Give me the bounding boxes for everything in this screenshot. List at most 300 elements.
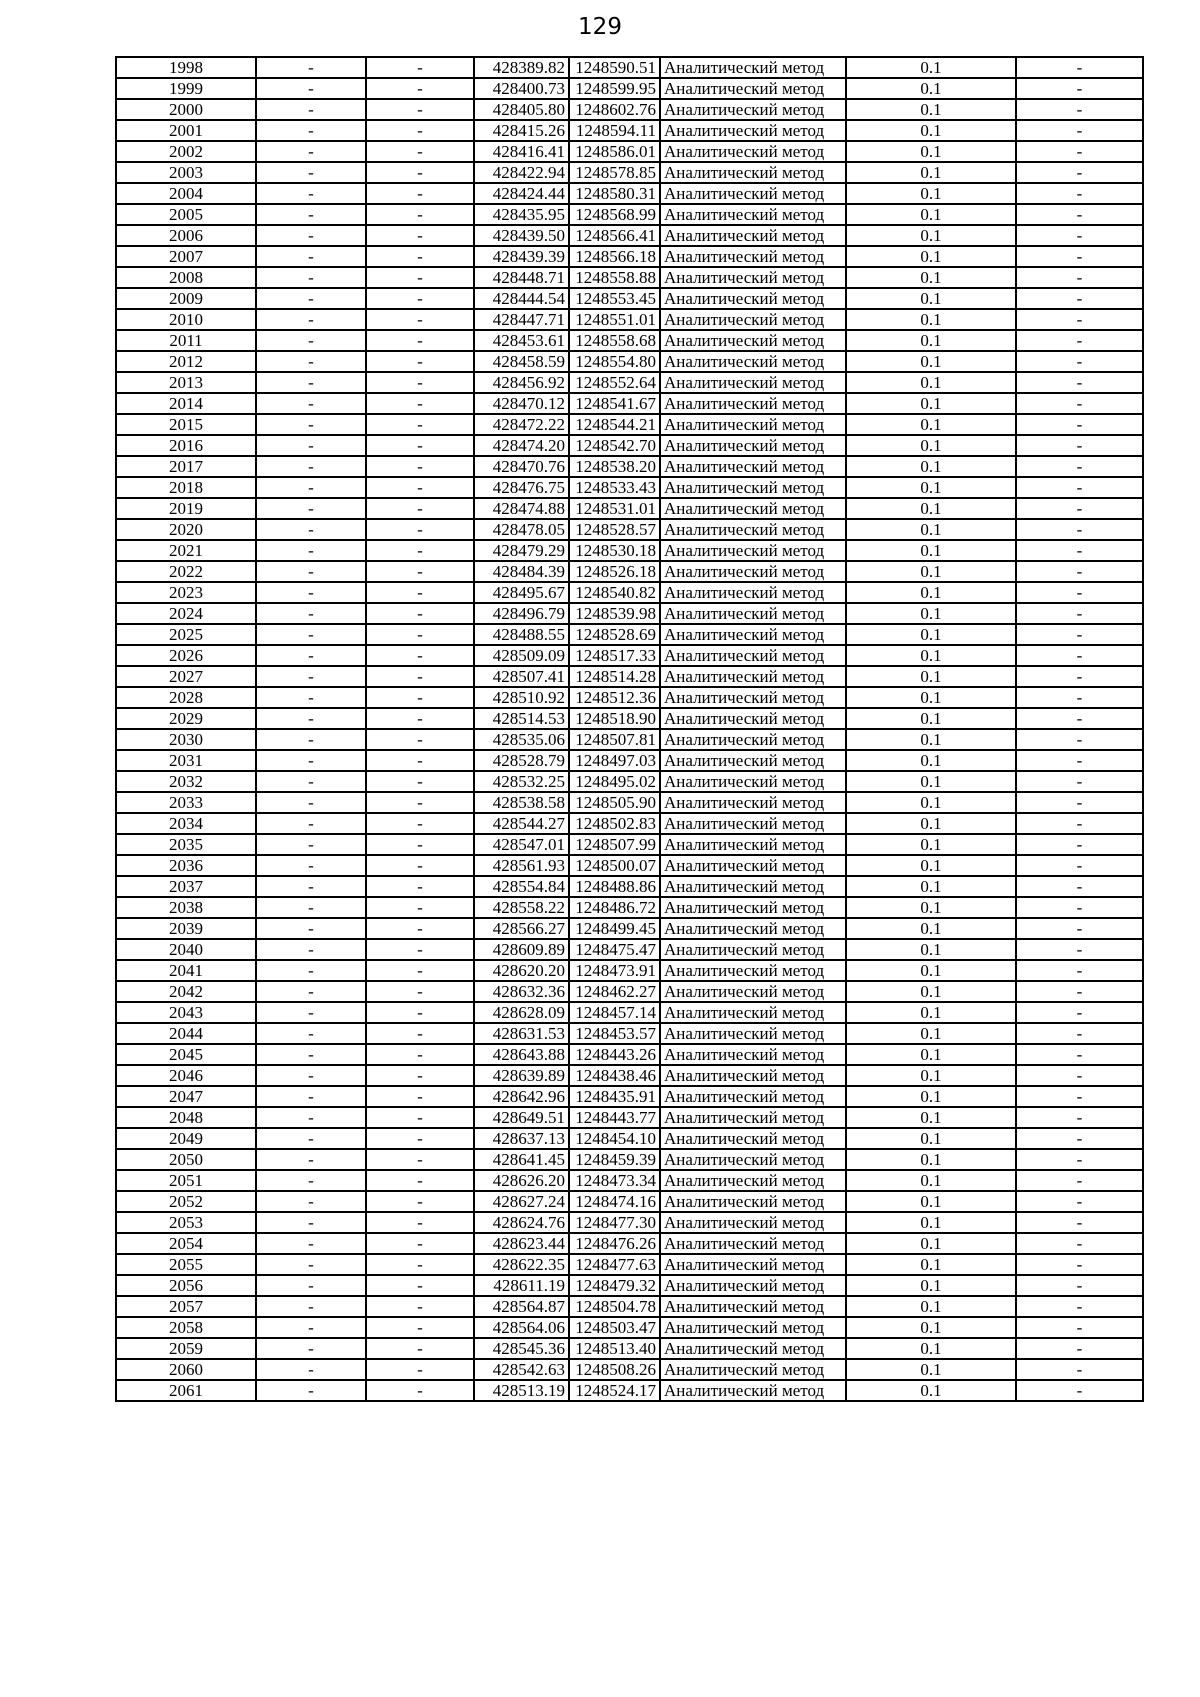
accuracy-cell: 0.1 — [846, 1380, 1016, 1401]
old-x-cell: - — [256, 1317, 366, 1338]
point-number-cell: 2019 — [116, 498, 256, 519]
method-cell: Аналитический метод — [660, 687, 846, 708]
old-x-cell: - — [256, 414, 366, 435]
y-coordinate-cell: 1248486.72 — [569, 897, 660, 918]
accuracy-cell: 0.1 — [846, 897, 1016, 918]
old-x-cell: - — [256, 1233, 366, 1254]
point-number-cell: 2028 — [116, 687, 256, 708]
table-row — [116, 771, 1143, 792]
method-cell: Аналитический метод — [660, 372, 846, 393]
x-coordinate-cell: 428641.45 — [474, 1149, 569, 1170]
old-y-cell: - — [366, 225, 474, 246]
old-x-cell: - — [256, 141, 366, 162]
y-coordinate-cell: 1248477.63 — [569, 1254, 660, 1275]
table-row — [116, 456, 1143, 477]
description-cell: - — [1016, 1296, 1143, 1317]
point-number-cell: 2058 — [116, 1317, 256, 1338]
old-y-cell: - — [366, 1002, 474, 1023]
old-y-cell: - — [366, 372, 474, 393]
old-x-cell: - — [256, 393, 366, 414]
method-cell: Аналитический метод — [660, 708, 846, 729]
y-coordinate-cell: 1248544.21 — [569, 414, 660, 435]
table-row — [116, 1233, 1143, 1254]
y-coordinate-cell: 1248594.11 — [569, 120, 660, 141]
point-number-cell: 2038 — [116, 897, 256, 918]
old-x-cell: - — [256, 876, 366, 897]
method-cell: Аналитический метод — [660, 1296, 846, 1317]
old-x-cell: - — [256, 204, 366, 225]
y-coordinate-cell: 1248528.69 — [569, 624, 660, 645]
y-coordinate-cell: 1248526.18 — [569, 561, 660, 582]
old-y-cell: - — [366, 897, 474, 918]
table-row — [116, 330, 1143, 351]
old-x-cell: - — [256, 1149, 366, 1170]
method-cell: Аналитический метод — [660, 666, 846, 687]
point-number-cell: 2018 — [116, 477, 256, 498]
description-cell: - — [1016, 960, 1143, 981]
y-coordinate-cell: 1248503.47 — [569, 1317, 660, 1338]
method-cell: Аналитический метод — [660, 582, 846, 603]
x-coordinate-cell: 428620.20 — [474, 960, 569, 981]
method-cell: Аналитический метод — [660, 1359, 846, 1380]
table-row — [116, 981, 1143, 1002]
description-cell: - — [1016, 1254, 1143, 1275]
accuracy-cell: 0.1 — [846, 1317, 1016, 1338]
table-row — [116, 645, 1143, 666]
point-number-cell: 1998 — [116, 57, 256, 78]
old-y-cell: - — [366, 645, 474, 666]
point-number-cell: 2020 — [116, 519, 256, 540]
description-cell: - — [1016, 1128, 1143, 1149]
table-row — [116, 1191, 1143, 1212]
y-coordinate-cell: 1248504.78 — [569, 1296, 660, 1317]
y-coordinate-cell: 1248443.77 — [569, 1107, 660, 1128]
point-number-cell: 2007 — [116, 246, 256, 267]
method-cell: Аналитический метод — [660, 939, 846, 960]
table-row — [116, 393, 1143, 414]
accuracy-cell: 0.1 — [846, 1212, 1016, 1233]
old-y-cell: - — [366, 1359, 474, 1380]
old-x-cell: - — [256, 1191, 366, 1212]
accuracy-cell: 0.1 — [846, 57, 1016, 78]
x-coordinate-cell: 428448.71 — [474, 267, 569, 288]
accuracy-cell: 0.1 — [846, 267, 1016, 288]
method-cell: Аналитический метод — [660, 1191, 846, 1212]
old-y-cell: - — [366, 1275, 474, 1296]
old-x-cell: - — [256, 1212, 366, 1233]
y-coordinate-cell: 1248454.10 — [569, 1128, 660, 1149]
y-coordinate-cell: 1248566.18 — [569, 246, 660, 267]
y-coordinate-cell: 1248453.57 — [569, 1023, 660, 1044]
point-number-cell: 2054 — [116, 1233, 256, 1254]
table-row — [116, 1128, 1143, 1149]
y-coordinate-cell: 1248475.47 — [569, 939, 660, 960]
description-cell: - — [1016, 99, 1143, 120]
point-number-cell: 2041 — [116, 960, 256, 981]
old-y-cell: - — [366, 120, 474, 141]
point-number-cell: 2004 — [116, 183, 256, 204]
x-coordinate-cell: 428439.50 — [474, 225, 569, 246]
x-coordinate-cell: 428453.61 — [474, 330, 569, 351]
old-x-cell: - — [256, 1128, 366, 1149]
old-y-cell: - — [366, 183, 474, 204]
old-x-cell: - — [256, 267, 366, 288]
point-number-cell: 2008 — [116, 267, 256, 288]
y-coordinate-cell: 1248528.57 — [569, 519, 660, 540]
old-x-cell: - — [256, 1254, 366, 1275]
x-coordinate-cell: 428514.53 — [474, 708, 569, 729]
x-coordinate-cell: 428627.24 — [474, 1191, 569, 1212]
method-cell: Аналитический метод — [660, 99, 846, 120]
y-coordinate-cell: 1248533.43 — [569, 477, 660, 498]
x-coordinate-cell: 428532.25 — [474, 771, 569, 792]
point-number-cell: 2048 — [116, 1107, 256, 1128]
description-cell: - — [1016, 750, 1143, 771]
table-row — [116, 57, 1143, 78]
old-x-cell: - — [256, 603, 366, 624]
description-cell: - — [1016, 1317, 1143, 1338]
method-cell: Аналитический метод — [660, 1212, 846, 1233]
accuracy-cell: 0.1 — [846, 78, 1016, 99]
description-cell: - — [1016, 477, 1143, 498]
table-row — [116, 267, 1143, 288]
point-number-cell: 2030 — [116, 729, 256, 750]
table-row — [116, 729, 1143, 750]
description-cell: - — [1016, 1170, 1143, 1191]
description-cell: - — [1016, 666, 1143, 687]
description-cell: - — [1016, 330, 1143, 351]
point-number-cell: 2035 — [116, 834, 256, 855]
x-coordinate-cell: 428542.63 — [474, 1359, 569, 1380]
old-y-cell: - — [366, 918, 474, 939]
description-cell: - — [1016, 603, 1143, 624]
old-x-cell: - — [256, 477, 366, 498]
old-x-cell: - — [256, 1380, 366, 1401]
point-number-cell: 2001 — [116, 120, 256, 141]
y-coordinate-cell: 1248473.34 — [569, 1170, 660, 1191]
accuracy-cell: 0.1 — [846, 603, 1016, 624]
x-coordinate-cell: 428566.27 — [474, 918, 569, 939]
description-cell: - — [1016, 435, 1143, 456]
y-coordinate-cell: 1248599.95 — [569, 78, 660, 99]
point-number-cell: 2005 — [116, 204, 256, 225]
table-row — [116, 561, 1143, 582]
description-cell: - — [1016, 204, 1143, 225]
point-number-cell: 2023 — [116, 582, 256, 603]
table-row — [116, 414, 1143, 435]
old-y-cell: - — [366, 309, 474, 330]
point-number-cell: 2053 — [116, 1212, 256, 1233]
point-number-cell: 2011 — [116, 330, 256, 351]
x-coordinate-cell: 428495.67 — [474, 582, 569, 603]
old-x-cell: - — [256, 981, 366, 1002]
method-cell: Аналитический метод — [660, 792, 846, 813]
accuracy-cell: 0.1 — [846, 1254, 1016, 1275]
x-coordinate-cell: 428545.36 — [474, 1338, 569, 1359]
old-x-cell: - — [256, 309, 366, 330]
point-number-cell: 2012 — [116, 351, 256, 372]
description-cell: - — [1016, 1338, 1143, 1359]
y-coordinate-cell: 1248539.98 — [569, 603, 660, 624]
method-cell: Аналитический метод — [660, 729, 846, 750]
table-row — [116, 120, 1143, 141]
old-y-cell: - — [366, 792, 474, 813]
x-coordinate-cell: 428456.92 — [474, 372, 569, 393]
accuracy-cell: 0.1 — [846, 918, 1016, 939]
x-coordinate-cell: 428626.20 — [474, 1170, 569, 1191]
description-cell: - — [1016, 771, 1143, 792]
old-x-cell: - — [256, 78, 366, 99]
point-number-cell: 2052 — [116, 1191, 256, 1212]
point-number-cell: 2059 — [116, 1338, 256, 1359]
x-coordinate-cell: 428507.41 — [474, 666, 569, 687]
x-coordinate-cell: 428510.92 — [474, 687, 569, 708]
old-y-cell: - — [366, 351, 474, 372]
table-row — [116, 750, 1143, 771]
old-y-cell: - — [366, 99, 474, 120]
method-cell: Аналитический метод — [660, 981, 846, 1002]
old-x-cell: - — [256, 855, 366, 876]
description-cell: - — [1016, 981, 1143, 1002]
accuracy-cell: 0.1 — [846, 1359, 1016, 1380]
old-y-cell: - — [366, 57, 474, 78]
y-coordinate-cell: 1248553.45 — [569, 288, 660, 309]
point-number-cell: 2016 — [116, 435, 256, 456]
description-cell: - — [1016, 792, 1143, 813]
y-coordinate-cell: 1248590.51 — [569, 57, 660, 78]
x-coordinate-cell: 428488.55 — [474, 624, 569, 645]
y-coordinate-cell: 1248508.26 — [569, 1359, 660, 1380]
y-coordinate-cell: 1248507.99 — [569, 834, 660, 855]
method-cell: Аналитический метод — [660, 603, 846, 624]
old-x-cell: - — [256, 834, 366, 855]
point-number-cell: 2003 — [116, 162, 256, 183]
y-coordinate-cell: 1248524.17 — [569, 1380, 660, 1401]
point-number-cell: 2026 — [116, 645, 256, 666]
description-cell: - — [1016, 1191, 1143, 1212]
method-cell: Аналитический метод — [660, 813, 846, 834]
point-number-cell: 2013 — [116, 372, 256, 393]
y-coordinate-cell: 1248507.81 — [569, 729, 660, 750]
point-number-cell: 2055 — [116, 1254, 256, 1275]
y-coordinate-cell: 1248514.28 — [569, 666, 660, 687]
accuracy-cell: 0.1 — [846, 288, 1016, 309]
point-number-cell: 2009 — [116, 288, 256, 309]
x-coordinate-cell: 428484.39 — [474, 561, 569, 582]
point-number-cell: 2036 — [116, 855, 256, 876]
x-coordinate-cell: 428470.12 — [474, 393, 569, 414]
table-row — [116, 540, 1143, 561]
old-x-cell: - — [256, 519, 366, 540]
y-coordinate-cell: 1248541.67 — [569, 393, 660, 414]
y-coordinate-cell: 1248517.33 — [569, 645, 660, 666]
method-cell: Аналитический метод — [660, 834, 846, 855]
accuracy-cell: 0.1 — [846, 1275, 1016, 1296]
x-coordinate-cell: 428643.88 — [474, 1044, 569, 1065]
old-x-cell: - — [256, 960, 366, 981]
description-cell: - — [1016, 309, 1143, 330]
description-cell: - — [1016, 1359, 1143, 1380]
method-cell: Аналитический метод — [660, 393, 846, 414]
table-row — [116, 1296, 1143, 1317]
description-cell: - — [1016, 183, 1143, 204]
old-x-cell: - — [256, 918, 366, 939]
old-x-cell: - — [256, 1023, 366, 1044]
point-number-cell: 2025 — [116, 624, 256, 645]
y-coordinate-cell: 1248518.90 — [569, 708, 660, 729]
x-coordinate-cell: 428628.09 — [474, 1002, 569, 1023]
y-coordinate-cell: 1248459.39 — [569, 1149, 660, 1170]
y-coordinate-cell: 1248558.88 — [569, 267, 660, 288]
y-coordinate-cell: 1248558.68 — [569, 330, 660, 351]
old-y-cell: - — [366, 603, 474, 624]
table-row — [116, 519, 1143, 540]
x-coordinate-cell: 428472.22 — [474, 414, 569, 435]
table-row — [116, 351, 1143, 372]
method-cell: Аналитический метод — [660, 267, 846, 288]
accuracy-cell: 0.1 — [846, 330, 1016, 351]
accuracy-cell: 0.1 — [846, 771, 1016, 792]
point-number-cell: 2039 — [116, 918, 256, 939]
method-cell: Аналитический метод — [660, 162, 846, 183]
old-x-cell: - — [256, 456, 366, 477]
accuracy-cell: 0.1 — [846, 1044, 1016, 1065]
x-coordinate-cell: 428535.06 — [474, 729, 569, 750]
table-row — [116, 960, 1143, 981]
description-cell: - — [1016, 57, 1143, 78]
point-number-cell: 2017 — [116, 456, 256, 477]
old-y-cell: - — [366, 435, 474, 456]
x-coordinate-cell: 428416.41 — [474, 141, 569, 162]
old-y-cell: - — [366, 624, 474, 645]
description-cell: - — [1016, 1212, 1143, 1233]
point-number-cell: 2040 — [116, 939, 256, 960]
old-y-cell: - — [366, 393, 474, 414]
accuracy-cell: 0.1 — [846, 1296, 1016, 1317]
old-y-cell: - — [366, 1317, 474, 1338]
old-y-cell: - — [366, 456, 474, 477]
table-row — [116, 666, 1143, 687]
x-coordinate-cell: 428435.95 — [474, 204, 569, 225]
old-x-cell: - — [256, 498, 366, 519]
description-cell: - — [1016, 1233, 1143, 1254]
accuracy-cell: 0.1 — [846, 834, 1016, 855]
table-row — [116, 855, 1143, 876]
y-coordinate-cell: 1248552.64 — [569, 372, 660, 393]
old-y-cell: - — [366, 666, 474, 687]
old-x-cell: - — [256, 372, 366, 393]
y-coordinate-cell: 1248578.85 — [569, 162, 660, 183]
description-cell: - — [1016, 855, 1143, 876]
description-cell: - — [1016, 645, 1143, 666]
method-cell: Аналитический метод — [660, 1086, 846, 1107]
old-x-cell: - — [256, 288, 366, 309]
old-y-cell: - — [366, 1212, 474, 1233]
y-coordinate-cell: 1248554.80 — [569, 351, 660, 372]
table-body — [116, 57, 1143, 1401]
old-y-cell: - — [366, 834, 474, 855]
accuracy-cell: 0.1 — [846, 120, 1016, 141]
description-cell: - — [1016, 687, 1143, 708]
x-coordinate-cell: 428544.27 — [474, 813, 569, 834]
x-coordinate-cell: 428513.19 — [474, 1380, 569, 1401]
method-cell: Аналитический метод — [660, 351, 846, 372]
table-row — [116, 477, 1143, 498]
accuracy-cell: 0.1 — [846, 141, 1016, 162]
accuracy-cell: 0.1 — [846, 519, 1016, 540]
x-coordinate-cell: 428509.09 — [474, 645, 569, 666]
method-cell: Аналитический метод — [660, 1380, 846, 1401]
accuracy-cell: 0.1 — [846, 1086, 1016, 1107]
table-row — [116, 1086, 1143, 1107]
accuracy-cell: 0.1 — [846, 1107, 1016, 1128]
accuracy-cell: 0.1 — [846, 162, 1016, 183]
accuracy-cell: 0.1 — [846, 414, 1016, 435]
old-y-cell: - — [366, 498, 474, 519]
description-cell: - — [1016, 624, 1143, 645]
point-number-cell: 2015 — [116, 414, 256, 435]
description-cell: - — [1016, 1065, 1143, 1086]
point-number-cell: 2022 — [116, 561, 256, 582]
method-cell: Аналитический метод — [660, 750, 846, 771]
table-row — [116, 204, 1143, 225]
x-coordinate-cell: 428624.76 — [474, 1212, 569, 1233]
method-cell: Аналитический метод — [660, 456, 846, 477]
accuracy-cell: 0.1 — [846, 582, 1016, 603]
accuracy-cell: 0.1 — [846, 813, 1016, 834]
method-cell: Аналитический метод — [660, 183, 846, 204]
method-cell: Аналитический метод — [660, 1149, 846, 1170]
table-row — [116, 1170, 1143, 1191]
accuracy-cell: 0.1 — [846, 435, 1016, 456]
accuracy-cell: 0.1 — [846, 876, 1016, 897]
description-cell: - — [1016, 393, 1143, 414]
description-cell: - — [1016, 1086, 1143, 1107]
y-coordinate-cell: 1248479.32 — [569, 1275, 660, 1296]
old-y-cell: - — [366, 246, 474, 267]
old-x-cell: - — [256, 183, 366, 204]
description-cell: - — [1016, 540, 1143, 561]
old-x-cell: - — [256, 1296, 366, 1317]
description-cell: - — [1016, 939, 1143, 960]
method-cell: Аналитический метод — [660, 645, 846, 666]
accuracy-cell: 0.1 — [846, 1149, 1016, 1170]
description-cell: - — [1016, 288, 1143, 309]
method-cell: Аналитический метод — [660, 309, 846, 330]
x-coordinate-cell: 428564.87 — [474, 1296, 569, 1317]
table-row — [116, 498, 1143, 519]
y-coordinate-cell: 1248502.83 — [569, 813, 660, 834]
old-y-cell: - — [366, 1170, 474, 1191]
point-number-cell: 2000 — [116, 99, 256, 120]
table-row — [116, 1254, 1143, 1275]
table-row — [116, 288, 1143, 309]
old-y-cell: - — [366, 1233, 474, 1254]
point-number-cell: 2056 — [116, 1275, 256, 1296]
x-coordinate-cell: 428422.94 — [474, 162, 569, 183]
method-cell: Аналитический метод — [660, 918, 846, 939]
point-number-cell: 2029 — [116, 708, 256, 729]
description-cell: - — [1016, 162, 1143, 183]
accuracy-cell: 0.1 — [846, 624, 1016, 645]
point-number-cell: 2060 — [116, 1359, 256, 1380]
method-cell: Аналитический метод — [660, 330, 846, 351]
table-row — [116, 918, 1143, 939]
old-x-cell: - — [256, 330, 366, 351]
description-cell: - — [1016, 1002, 1143, 1023]
x-coordinate-cell: 428622.35 — [474, 1254, 569, 1275]
accuracy-cell: 0.1 — [846, 708, 1016, 729]
